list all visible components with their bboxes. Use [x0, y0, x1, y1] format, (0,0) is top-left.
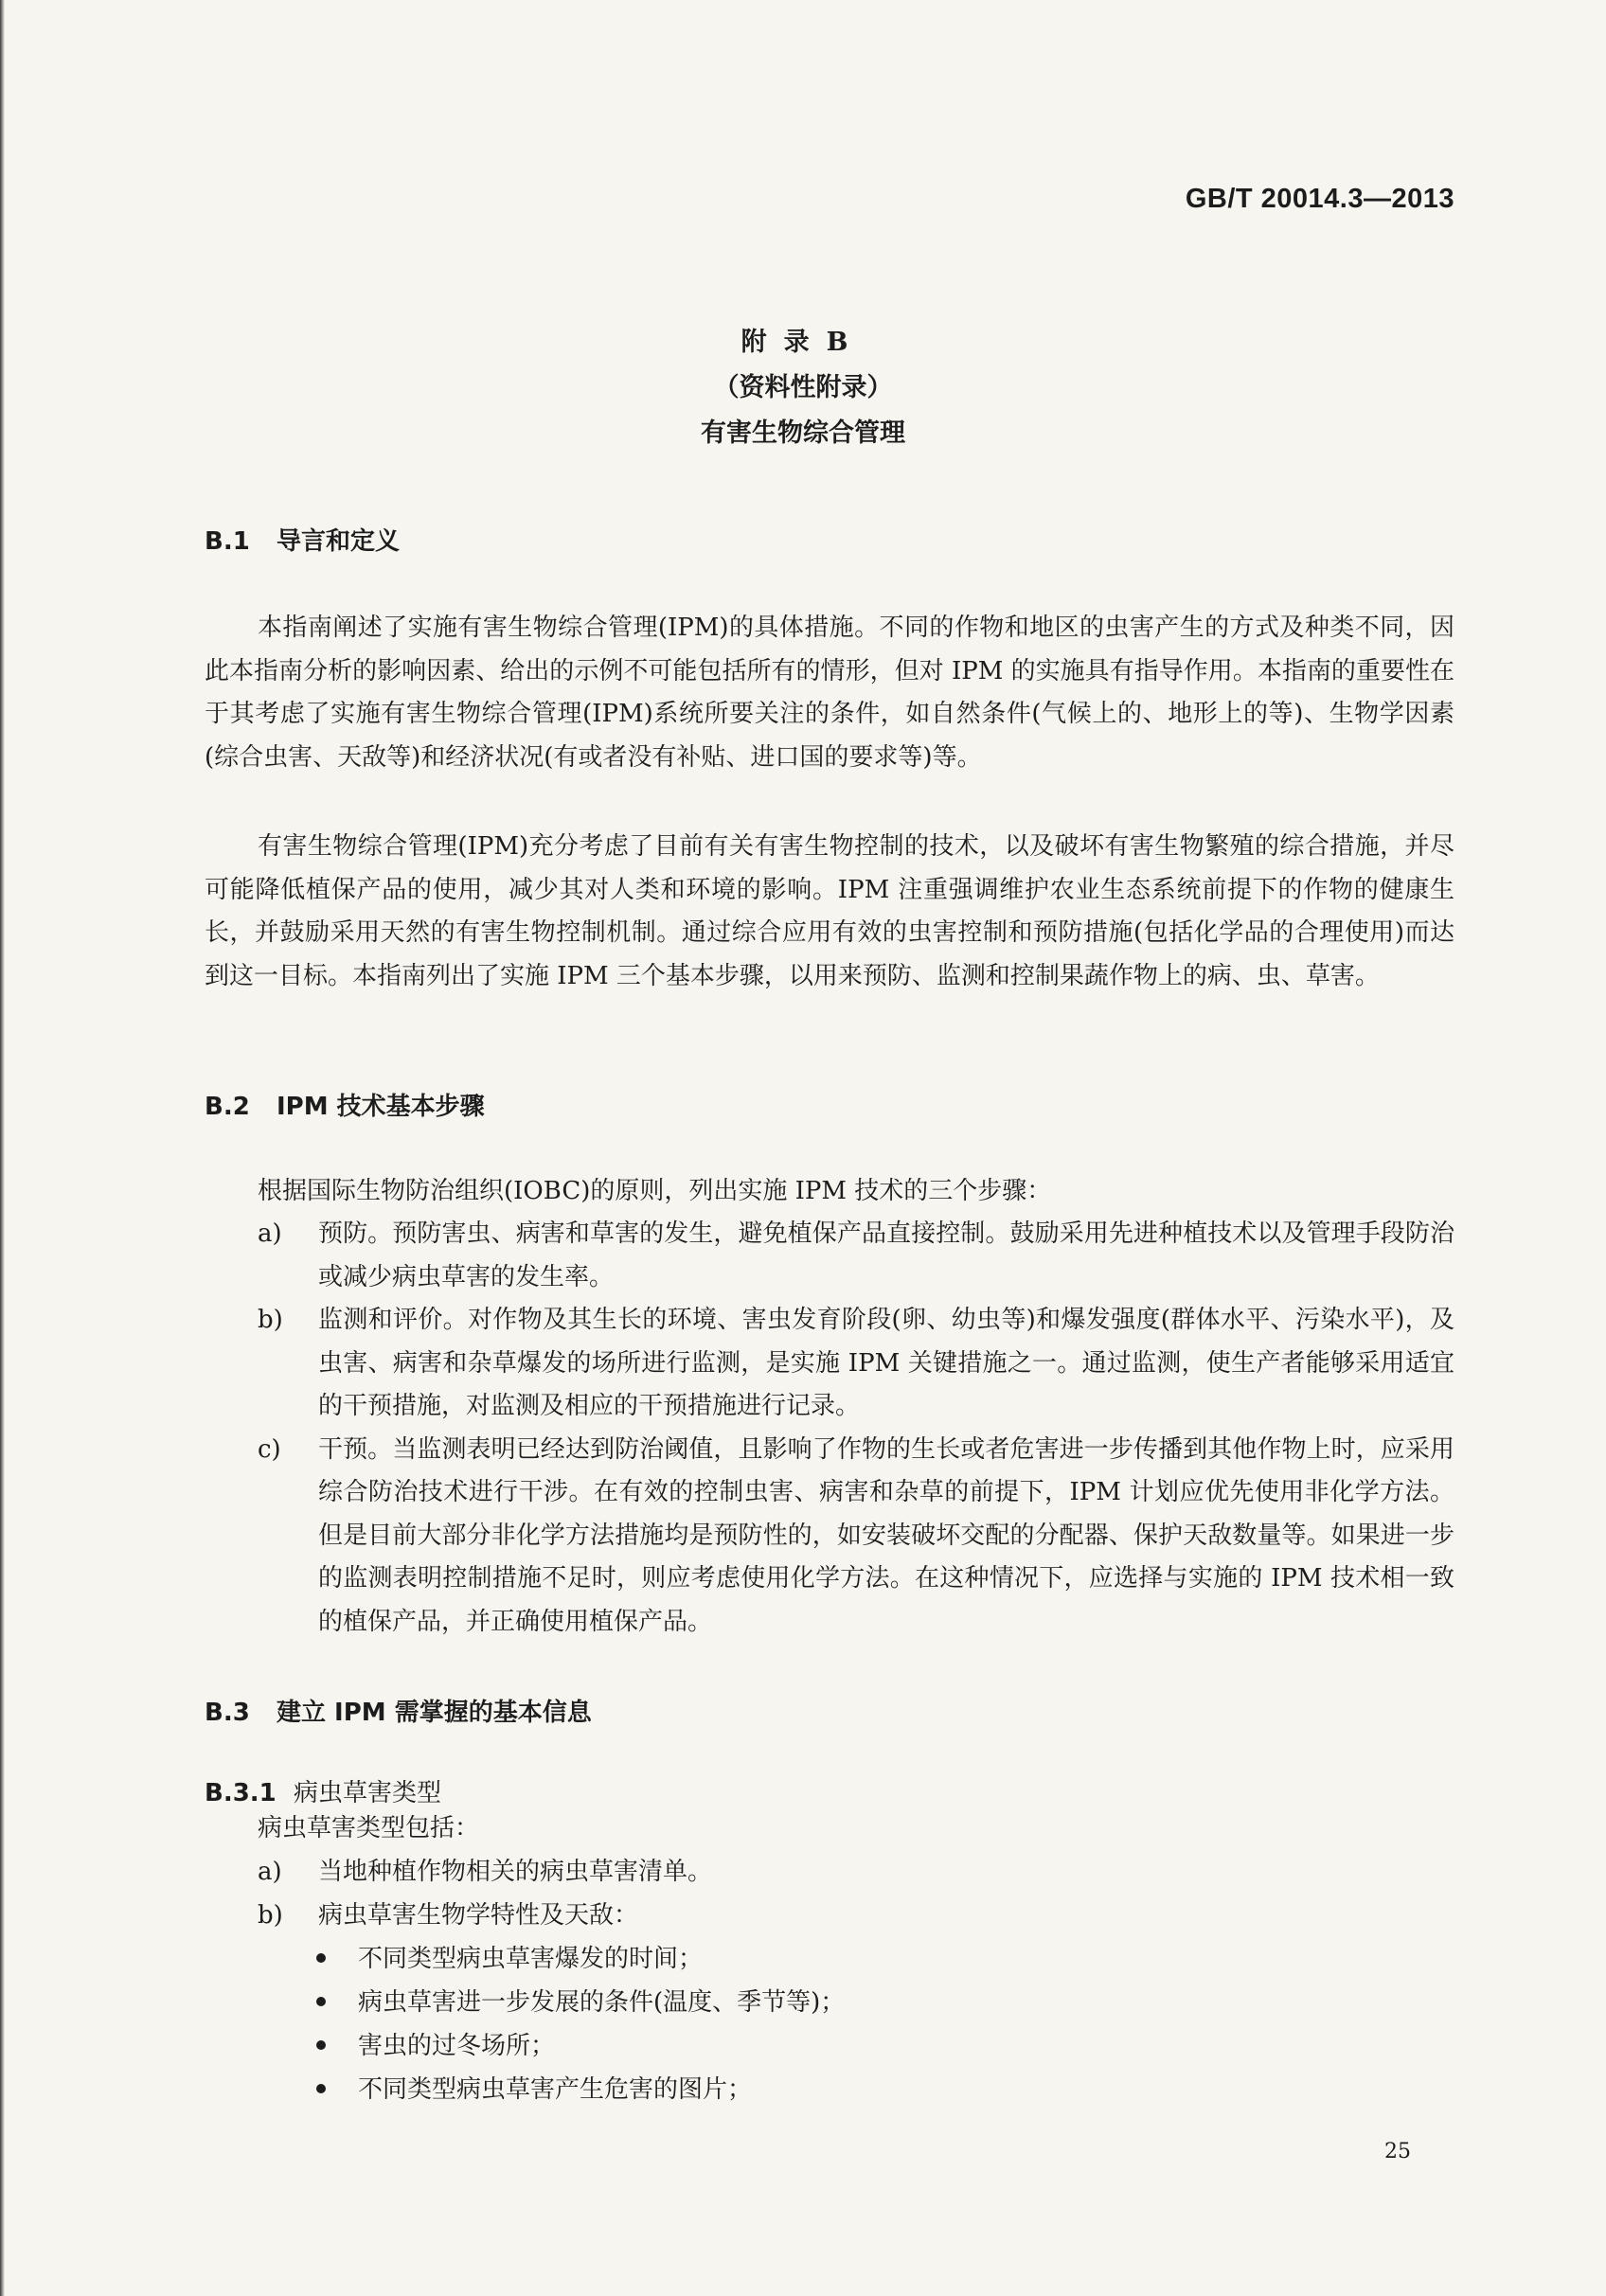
section-number: B.3 [205, 1699, 250, 1727]
section-heading-b1 [205, 522, 400, 557]
list-marker: a) [258, 1219, 282, 1248]
bullet-item: 不同类型病虫草害产生危害的图片； [312, 2068, 845, 2111]
bullet-item: 害虫的过冬场所； [312, 2024, 845, 2068]
section-number: B.1 [205, 527, 250, 556]
annex-name: 有害生物综合管理 [701, 418, 905, 448]
bullet-list [312, 1937, 845, 2111]
list-lead: 根据国际生物防治组织(IOBC)的原则，列出实施 IPM 技术的三个步骤： [258, 1177, 1052, 1205]
subsection-heading-b3-1 [205, 1773, 441, 1808]
info-list [258, 1851, 1454, 1937]
subsection-number: B.3.1 [205, 1779, 277, 1807]
annex-heading [0, 320, 1606, 456]
annex-type: （资料性附录） [713, 373, 893, 402]
paragraph: 本指南阐述了实施有害生物综合管理(IPM)的具体措施。不同的作物和地区的虫害产生的方式及种类不同，因此本指南分析的影响因素、给出的示例不可能包括所有的情形，但对 IPM 的实施具有指导作用。本指南的重要性在于其考虑了实施有害生物综合管理(IPM)系统所要关注的条件，如自然条件(气候上的、地形上的等)、生物学因素(综合虫害、天敌等)和经济状况(有或者没有补贴、进口国的要求等)等。 [205, 614, 1454, 772]
subsection-title: 病虫草害类型 [294, 1779, 442, 1807]
list-marker: b) [258, 1900, 283, 1930]
list-item-text: 预防。预防害虫、病害和草害的发生，避免植保产品直接控制。鼓励采用先进种植技术以及管理手段防治或减少病虫草害的发生率。 [318, 1219, 1454, 1291]
bullet-item: 病虫草害进一步发展的条件(温度、季节等)； [312, 1981, 845, 2024]
list-item [258, 1299, 1454, 1429]
section-title: 导言和定义 [277, 527, 401, 556]
section-heading-b3 [205, 1693, 592, 1728]
paragraph: 有害生物综合管理(IPM)充分考虑了目前有关有害生物控制的技术，以及破坏有害生物繁殖的综合措施，并尽可能降低植保产品的使用，减少其对人类和环境的影响。IPM 注重强调维护农业生态系统前提下的作物的健康生长，并鼓励采用天然的有害生物控制机制。通过综合应用有效的虫害控制和预防措施(包括化学品的合理使用)而达到这一目标。本指南列出了实施 IPM 三个基本步骤，以用来预防、监测和控制果蔬作物上的病、虫、草害。 [205, 832, 1454, 990]
list-marker: c) [258, 1434, 281, 1464]
list-item-text: 监测和评价。对作物及其生长的环境、害虫发育阶段(卵、幼虫等)和爆发强度(群体水平、污染水平)，及虫害、病害和杂草爆发的场所进行监测，是实施 IPM 关键措施之一。通过监测，使生产者能够采用适宜的干预措施，对监测及相应的干预措施进行记录。 [318, 1306, 1454, 1420]
standard-number: GB/T 20014.3—2013 [1185, 184, 1454, 214]
annex-title: 附录B [741, 328, 865, 357]
list-item-text: 病虫草害生物学特性及天敌： [318, 1900, 639, 1930]
section-number: B.2 [205, 1093, 250, 1121]
list-marker: a) [258, 1858, 282, 1886]
list-marker: b) [258, 1306, 283, 1334]
page-number: 25 [1384, 2140, 1411, 2163]
list-item-text: 干预。当监测表明已经达到防治阈值，且影响了作物的生长或者危害进一步传播到其他作物上时，应采用综合防治技术进行干涉。在有效的控制虫害、病害和杂草的前提下，IPM 计划应优先使用非化学方法。但是目前大部分非化学方法措施均是预防性的，如安装破坏交配的分配器、保护天敌数量等。如果进一步的监测表明控制措施不足时，则应考虑使用化学方法。在这种情况下，应选择与实施的 IPM 技术相一致的植保产品，并正确使用植保产品。 [318, 1434, 1454, 1636]
section-heading-b2 [205, 1087, 485, 1122]
list-lead: 病虫草害类型包括： [258, 1814, 480, 1842]
list-item [258, 1851, 1454, 1895]
bullet-item: 不同类型病虫草害爆发的时间； [312, 1937, 845, 1981]
list-item-text: 当地种植作物相关的病虫草害清单。 [318, 1858, 713, 1886]
list-item [258, 1429, 1454, 1645]
section-title: 建立 IPM 需掌握的基本信息 [277, 1699, 592, 1727]
steps-list [258, 1213, 1454, 1644]
section-title: IPM 技术基本步骤 [277, 1093, 485, 1121]
list-item [258, 1895, 1454, 1938]
list-item [258, 1213, 1454, 1299]
